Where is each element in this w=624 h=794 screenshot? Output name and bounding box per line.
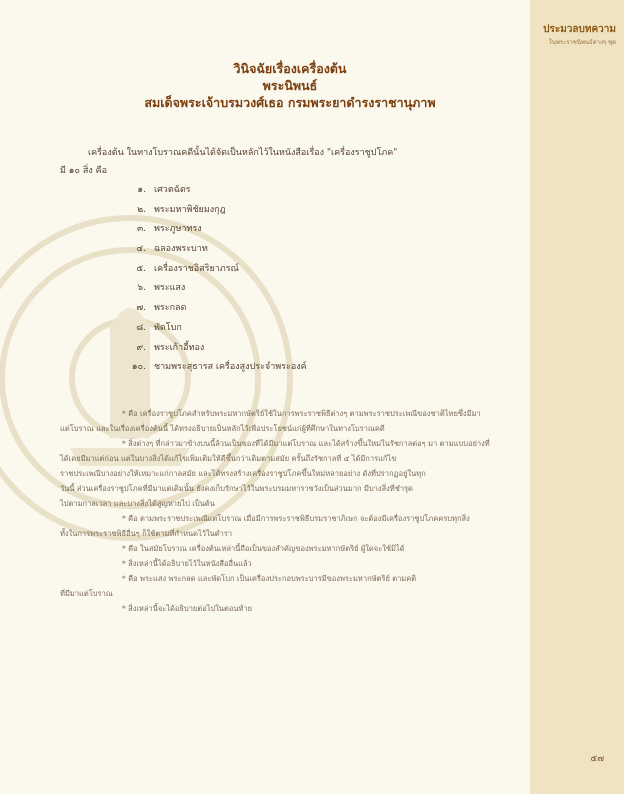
- intro-paragraph: [60, 144, 500, 180]
- footnote-text: * คือ พระแสง พระกลด และพัดโบก เป็นเครื่องประกอบพระบารมีของพระมหากษัตริย์ ตามคติ: [122, 574, 417, 583]
- footnote-line: [60, 496, 504, 511]
- side-header-title: ประมวลบทความ: [543, 24, 616, 35]
- side-band: [530, 0, 624, 794]
- list-item-number: ๖.: [137, 283, 146, 294]
- list-item-number: ๑.: [137, 185, 146, 195]
- footnote-text: * คือ ตามพระราชประเพณีแต่โบราณ เมื่อมีการพระราชพิธีบรมราชาภิเษก จะต้องมีเครื่องราชูปโภคครบทุกสิ่ง: [122, 514, 470, 523]
- article-heading: [80, 60, 500, 111]
- list-item-text: พระเก้าอี้ทอง: [154, 342, 205, 353]
- footnote-text: * คือ ในสมัยโบราณ เครื่องต้นเหล่านี้ถือเป็นของสำคัญของพระมหากษัตริย์ ผู้ใดจะใช้มิได้: [122, 544, 405, 553]
- footnote-line: [60, 406, 504, 421]
- list-item: [124, 359, 307, 379]
- list-item-text: พัดโบก: [154, 322, 182, 333]
- heading-line-1: วินิจฉัยเรื่องเครื่องต้น: [233, 61, 347, 76]
- side-header-subtitle: ในพระราชนิพนธ์ต่างๆ ชุด: [548, 39, 616, 46]
- list-item-text: เครื่องราชอิสริยาภรณ์: [154, 263, 239, 274]
- list-item: [124, 340, 307, 360]
- list-item-text: พระมหาพิชัยมงกุฎ: [154, 204, 226, 215]
- footnote-line: [60, 511, 504, 526]
- footnote-text: วันนี้ ส่วนเครื่องราชูปโภคที่มีมาแต่เดิมนั้น ยังคงเก็บรักษาไว้ในพระบรมมหาราชวังเป็นส่วนมาก มีบางสิ่งที่ชำรุด: [60, 484, 413, 493]
- list-item: [124, 320, 307, 340]
- list-item-text: พระกลด: [154, 303, 187, 314]
- footnote-line: [60, 421, 504, 436]
- list-item-number: ๔.: [136, 244, 146, 255]
- list-item: [124, 182, 307, 202]
- footnote-text: * สิ่งเหล่านี้จะได้อธิบายต่อไปในตอนท้าย: [122, 604, 253, 613]
- list-item-text: พระภูษาทรง: [154, 224, 202, 235]
- list-item-number: ๕.: [136, 263, 146, 274]
- list-item-number: ๘.: [136, 322, 146, 333]
- list-item-text: ฉลองพระบาท: [154, 244, 208, 255]
- footnote-text: * คือ เครื่องราชูปโภคสำหรับพระมหากษัตริย์ใช้ในการพระราชพิธีต่างๆ ตามพระราชประเพณีของชาติไทยซึ่งมีมา: [122, 409, 481, 418]
- list-item: [124, 261, 307, 281]
- footnote-line: [60, 436, 504, 451]
- footnote-line: [60, 526, 504, 541]
- side-header: [543, 22, 616, 47]
- heading-line-2: พระนิพนธ์: [262, 78, 318, 93]
- footnote-text: ที่มีมาแต่โบราณ: [60, 589, 113, 598]
- footnote-text: * สิ่งเหล่านี้ได้อธิบายไว้ในหนังสืออื่นแล้ว: [122, 559, 252, 568]
- footnote-line: [60, 571, 504, 586]
- intro-line-1: เครื่องต้น ในทางโบราณคดีนั้นได้จัดเป็นหลักไว้ในหนังสือเรื่อง "เครื่องราชูปโภค": [88, 148, 398, 158]
- list-item: [124, 221, 307, 241]
- intro-line-2: มี ๑๐ สิ่ง คือ: [60, 166, 108, 176]
- footnote-line: [60, 541, 504, 556]
- footnote-text: ราชประเพณีบางอย่างให้เหมาะแก่กาลสมัย และได้ทรงสร้างเครื่องราชูปโภคขึ้นใหม่หลายอย่าง ดังที่ปรากฏอยู่ในทุก: [60, 469, 426, 478]
- footnote-line: [60, 481, 504, 496]
- list-item-number: ๙.: [136, 342, 146, 353]
- footnote-line: [60, 601, 504, 616]
- list-item: [124, 280, 307, 300]
- heading-line-3: สมเด็จพระเจ้าบรมวงศ์เธอ กรมพระยาดำรงราชานุภาพ: [144, 95, 436, 110]
- list-item: [124, 202, 307, 222]
- footnote-line: [60, 451, 504, 466]
- list-item: [124, 300, 307, 320]
- footnote-text: * สิ่งต่างๆ ที่กล่าวมาข้างบนนี้ล้วนเป็นของที่ได้มีมาแต่โบราณ และได้สร้างขึ้นใหม่ในรัชกาลต่อๆ มา ตามแบบอย่างที่: [122, 439, 490, 448]
- list-item-number: ๗.: [136, 303, 146, 314]
- footnote-line: [60, 586, 504, 601]
- footnotes: [60, 406, 504, 616]
- footnote-line: [60, 466, 504, 481]
- list-item-text: ชามพระสุธารส เครื่องสูงประจำพระองค์: [154, 362, 307, 373]
- regalia-list: [124, 182, 307, 379]
- page-number: ๕๗: [590, 754, 604, 764]
- list-item-text: เศวตฉัตร: [154, 185, 191, 195]
- list-item: [124, 241, 307, 261]
- footnote-text: ไปตามกาลเวลา และบางสิ่งได้สูญหายไป เป็นต้น: [60, 499, 215, 508]
- footnote-text: ทั้งในการพระราชพิธีอื่นๆ ก็ใช้ตามที่กำหนดไว้ในตำรา: [60, 529, 233, 538]
- list-item-number: ๒.: [137, 204, 146, 215]
- footnote-text: แต่โบราณ และในเรื่องเครื่องต้นนี้ ได้ทรงอธิบายเป็นหลักไว้เพื่อประโยชน์แก่ผู้ที่ศึกษาในทางโบราณคดี: [60, 424, 385, 433]
- footnote-text: ได้เคยมีมาแต่ก่อน แต่ในบางสิ่งได้แก้ไขเพิ่มเติมให้ดีขึ้นกว่าเดิมตามสมัย ครั้นถึงรัชกาลที่ ๔ ได้มีการแก้ไข: [60, 454, 397, 463]
- list-item-number: ๑๐.: [131, 362, 146, 373]
- footnote-line: [60, 556, 504, 571]
- list-item-text: พระแสง: [154, 283, 186, 294]
- list-item-number: ๓.: [136, 224, 146, 235]
